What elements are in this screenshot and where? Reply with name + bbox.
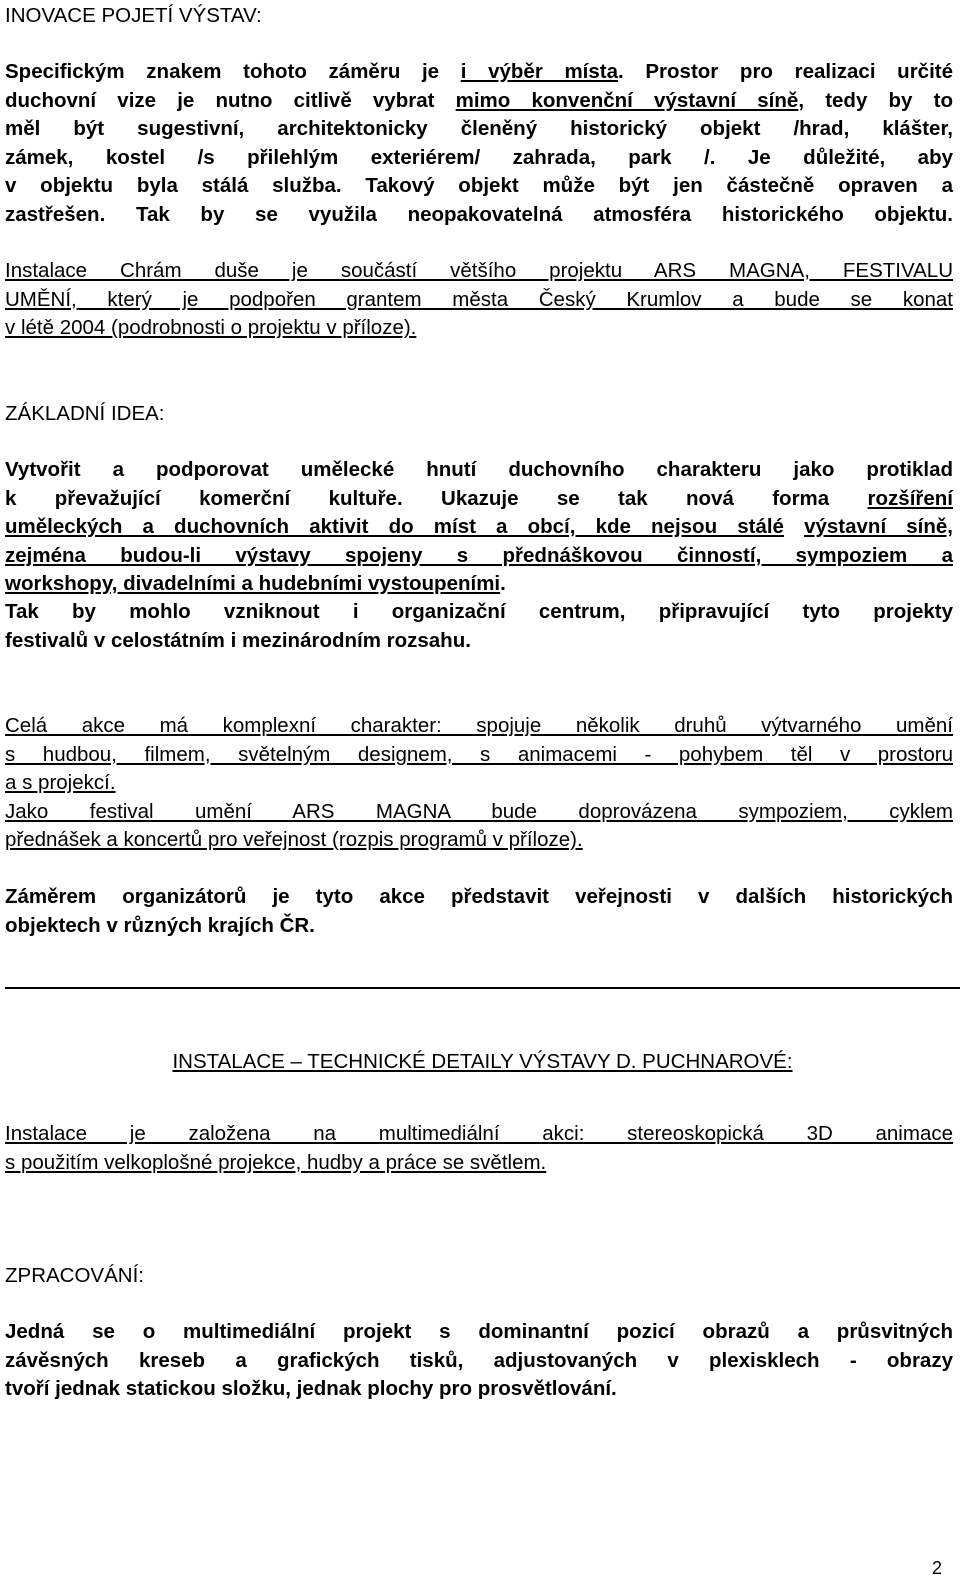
text-line: Instalace Chrám duše je součástí většího projektu ARS MAGNA, FESTIVALU [5, 259, 953, 282]
paragraph-organizacni-centrum [5, 598, 953, 655]
text-line: k převažující komerční kultuře. Ukazuje se tak nová forma rozšíření [5, 486, 953, 510]
paragraph-komplexni-charakter [5, 712, 953, 855]
text-line: v objektu byla stálá služba. Takový objekt může být jen částečně opraven a [5, 174, 953, 197]
paragraph-zpracovani [5, 1318, 953, 1404]
section-title-instalace: INSTALACE – TECHNICKÉ DETAILY VÝSTAVY D. PUCHNAROVÉ: [172, 1050, 793, 1073]
section-heading-zpracovani: ZPRACOVÁNÍ: [5, 1264, 144, 1287]
text-line: Jedná se o multimediální projekt s dominantní pozicí obrazů a průsvitných [5, 1320, 953, 1343]
text-line: zejména budou-li výstavy spojeny s přednáškovou činností, sympoziem a [5, 543, 953, 567]
section-heading-inovace: INOVACE POJETÍ VÝSTAV: [5, 4, 262, 27]
text-line: měl být sugestivní, architektonicky členěný historický objekt /hrad, klášter, [5, 117, 953, 140]
section-heading-zakladni-idea: ZÁKLADNÍ IDEA: [5, 402, 165, 425]
text-line: v létě 2004 (podrobnosti o projektu v příloze). [5, 316, 417, 339]
text-line: workshopy, divadelními a hudebními vystoupeními. [5, 572, 506, 595]
page-number: 2 [931, 1558, 942, 1578]
paragraph-instalace-ars-magna [5, 257, 953, 343]
paragraph-zakladni-idea [5, 456, 953, 599]
text-line: Celá akce má komplexní charakter: spojuje několik druhů výtvarného umění [5, 714, 953, 737]
text-line: tvoří jednak statickou složku, jednak plochy pro prosvětlování. [5, 1377, 617, 1400]
text-line: Jako festival umění ARS MAGNA bude doprovázena sympoziem, cyklem [5, 799, 953, 823]
text-line: Instalace je založena na multimediální akci: stereoskopická 3D animace [5, 1122, 953, 1145]
paragraph-instalace-detaily [5, 1120, 953, 1177]
text-line: zastřešen. Tak by se využila neopakovatelná atmosféra historického objektu. [5, 202, 953, 226]
text-line: Specifickým znakem tohoto záměru je i výběr místa. Prostor pro realizaci určité [5, 60, 953, 83]
paragraph-zamerem-organizatoru [5, 883, 953, 940]
text-line: a s projekcí. [5, 771, 116, 794]
text-line: Tak by mohlo vzniknout i organizační centrum, připravující tyto projekty [5, 600, 953, 623]
text-line: duchovní vize je nutno citlivě vybrat mimo konvenční výstavní síně, tedy by to [5, 88, 953, 112]
text-line: festivalů v celostátním i mezinárodním rozsahu. [5, 628, 471, 652]
text-line: uměleckých a duchovních aktivit do míst a obcí, kde nejsou stálé výstavní síně, [5, 515, 953, 538]
text-line: přednášek a koncertů pro veřejnost (rozpis programů v příloze). [5, 828, 583, 851]
paragraph-inovace-venue [5, 58, 953, 229]
text-line: zámek, kostel /s přilehlým exteriérem/ zahrada, park /. Je důležité, aby [5, 145, 953, 169]
text-line: Záměrem organizátorů je tyto akce představit veřejnosti v dalších historických [5, 885, 953, 908]
text-line: Vytvořit a podporovat umělecké hnutí duchovního charakteru jako protiklad [5, 458, 953, 481]
text-line: s použitím velkoplošné projekce, hudby a práce se světlem. [5, 1150, 547, 1174]
text-line: s hudbou, filmem, světelným designem, s animacemi - pohybem těl v prostoru [5, 742, 953, 766]
text-line: UMĚNÍ, který je podpořen grantem města Český Krumlov a bude se konat [5, 287, 953, 311]
horizontal-divider [5, 987, 960, 989]
text-line: závěsných kreseb a grafických tisků, adjustovaných v plexisklech - obrazy [5, 1348, 953, 1372]
text-line: objektech v různých krajích ČR. [5, 913, 315, 937]
